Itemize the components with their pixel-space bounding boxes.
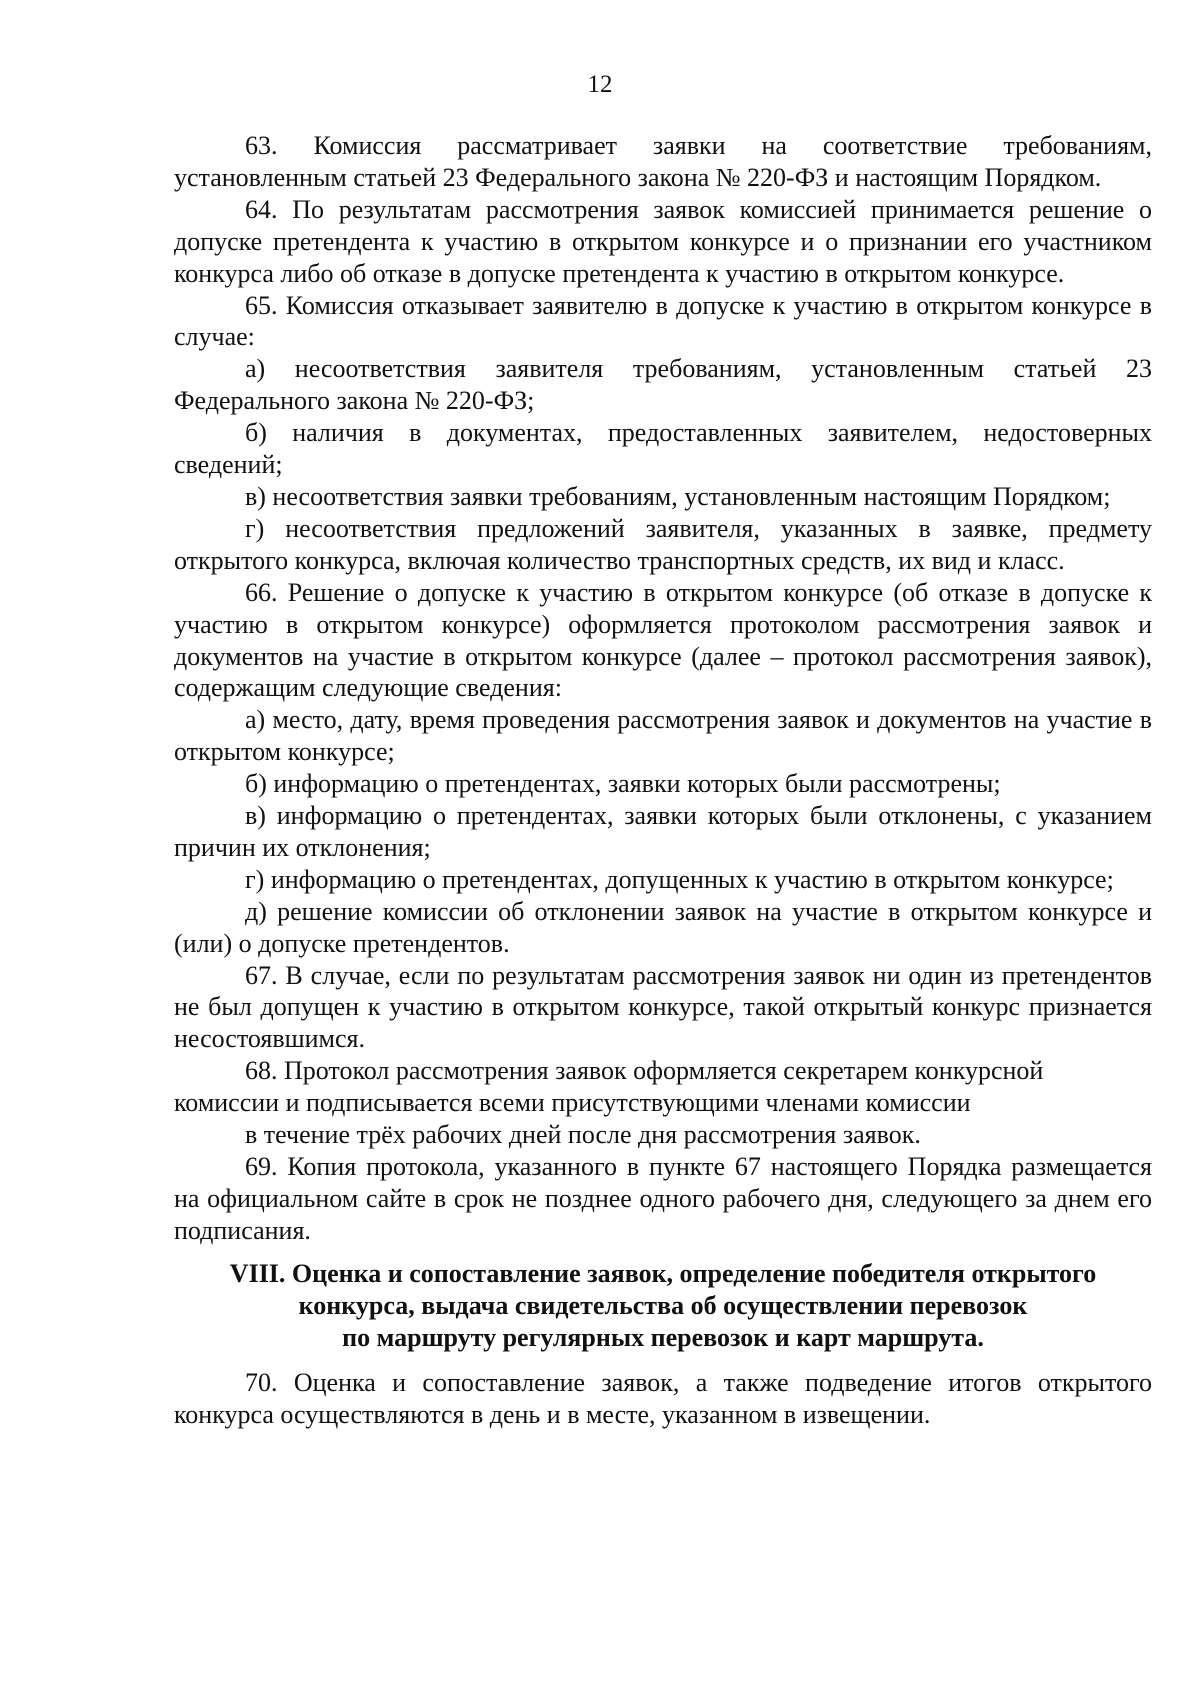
paragraph-66-item-b: б) информацию о претендентах, заявки которых были рассмотрены; xyxy=(245,769,1001,799)
paragraph-66-item-g: г) информацию о претендентах, допущенных к участию в открытом конкурсе; xyxy=(245,864,1114,894)
paragraph-69: 69. Копия протокола, указанного в пункте 67 настоящего Порядка размещается на официальном сайте в срок не позднее одного рабочего дня, следующего за днем его подписания. xyxy=(174,1152,1152,1245)
section-heading-line-3: по маршруту регулярных перевозок и карт маршрута. xyxy=(342,1322,984,1352)
paragraph-64: 64. По результатам рассмотрения заявок комиссией принимается решение о допуске претендента к участию в открытом конкурсе и о признании его участником конкурса либо об отказе в допуске претендента к участию в открытом конкурсе. xyxy=(174,194,1152,288)
paragraph-65: 65. Комиссия отказывает заявителю в допуске к участию в открытом конкурсе в случае: xyxy=(174,290,1152,352)
paragraph-65-item-a: а) несоответствия заявителя требованиям, установленным статьей 23 Федерального закона № 220-ФЗ; xyxy=(174,354,1152,416)
paragraph-68-continuation: в течение трёх рабочих дней после дня рассмотрения заявок. xyxy=(245,1120,921,1150)
paragraph-70: 70. Оценка и сопоставление заявок, а также подведение итогов открытого конкурса осуществляются в день и в месте, указанном в извещении. xyxy=(174,1367,1152,1429)
document-body xyxy=(174,130,1152,1431)
paragraph-65-item-g: г) несоответствия предложений заявителя, указанных в заявке, предмету открытого конкурса, включая количество транспортных средств, их вид и класс. xyxy=(174,513,1152,575)
paragraph-66-item-a: а) место, дату, время проведения рассмотрения заявок и документов на участие в открытом конкурсе; xyxy=(174,705,1152,767)
paragraph-67: 67. В случае, если по результатам рассмотрения заявок ни один из претендентов не был допущен к участию в открытом конкурсе, такой открытый конкурс признается несостоявшимся. xyxy=(174,960,1152,1054)
section-heading-line-2: конкурса, выдача свидетельства об осуществлении перевозок xyxy=(298,1290,1028,1320)
paragraph-63: 63. Комиссия рассматривает заявки на соответствие требованиям, установленным статьей 23 Федерального закона № 220-ФЗ и настоящим Порядком. xyxy=(174,131,1152,192)
paragraph-66-item-v: в) информацию о претендентах, заявки которых были отклонены, с указанием причин их отклонения; xyxy=(174,801,1152,862)
paragraph-65-item-b: б) наличия в документах, предоставленных заявителем, недостоверных сведений; xyxy=(174,418,1152,480)
paragraph-68: 68. Протокол рассмотрения заявок оформляется секретарем конкурсной комиссии и подписывается всеми присутствующими членами комиссии xyxy=(174,1056,1044,1118)
paragraph-66: 66. Решение о допуске к участию в открытом конкурсе (об отказе в допуске к участию в открытом конкурсе) оформляется протоколом рассмотрения заявок и документов на участие в открытом конкурсе (далее – протокол рассмотрения заявок), содержащим следующие сведения: xyxy=(174,577,1152,703)
page-number: 12 xyxy=(587,71,613,98)
paragraph-66-item-d: д) решение комиссии об отклонении заявок на участие в открытом конкурсе и (или) о допуске претендентов. xyxy=(174,896,1152,958)
paragraph-65-item-v: в) несоответствия заявки требованиям, установленным настоящим Порядком; xyxy=(245,481,1111,511)
section-heading xyxy=(174,1258,1152,1354)
section-heading-line-1: VIII. Оценка и сопоставление заявок, определение победителя открытого xyxy=(229,1258,1097,1288)
